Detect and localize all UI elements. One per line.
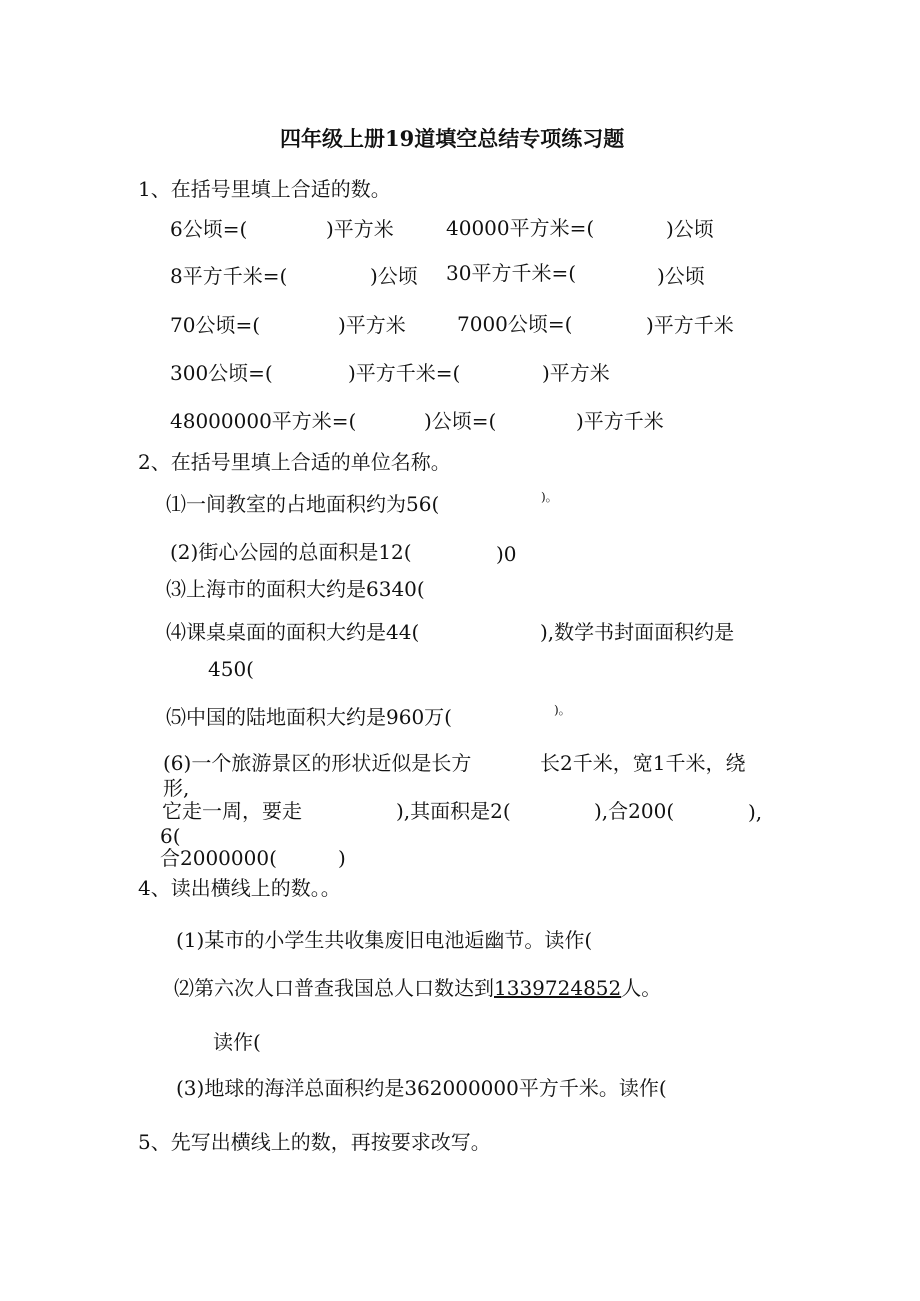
q1-r1a: 6公顷=( [170,217,248,241]
q2-item6-g: ), [748,800,763,824]
q2-item3: ⑶上海市的面积大约是6340( [166,577,425,601]
q1-r4b: )平方千米=( [348,361,461,385]
q2-item4-c: 450( [208,657,254,681]
q2-heading: 2、在括号里填上合适的单位名称。 [138,450,451,474]
q1-r2a: 8平方千米=( [170,264,288,288]
q5-heading: 5、先写出横线上的数，再按要求改写。 [138,1130,491,1154]
q2-item2-end: )0 [496,542,517,566]
q4-item1: (1)某市的小学生共收集废旧电池逅幽节。读作( [176,928,593,952]
q4-item3: (3)地球的海洋总面积约是362000000平方千米。读作( [176,1076,667,1100]
q1-r1c: 40000平方米=( [446,216,595,240]
q4-item2 [174,976,661,1000]
q2-item5: ⑸中国的陆地面积大约是960万( [166,705,452,729]
q1-r2b: )公顷 [370,264,418,288]
q1-r2c: 30平方千米=( [446,261,577,285]
q2-item2: (2)街心公园的总面积是12( [170,540,412,564]
q1-r2d: )公顷 [657,264,705,288]
q2-item6-e: ),其面积是2( [396,799,511,823]
q1-heading: 1、在括号里填上合适的数。 [138,177,391,201]
q2-item4-b: ),数学书封面面积约是 [540,620,735,644]
q1-r3b: )平方米 [338,313,406,337]
q1-r1d: )公顷 [666,217,714,241]
q2-item6-b: 长2千米，宽1千米，绕 [540,751,746,775]
q1-r4a: 300公顷=( [170,361,273,385]
q2-item4: ⑷课桌桌面的面积大约是44( [166,620,420,644]
q4-item2-read: 读作( [213,1030,261,1054]
q1-r1b: )平方米 [326,217,394,241]
q1-r4c: )平方米 [542,361,610,385]
q2-item6-i: 合2000000( [160,846,277,870]
q1-r5a: 48000000平方米=( [170,409,357,433]
q4-item2-suffix: 人。 [621,976,662,1000]
q1-r3a: 70公顷=( [170,313,261,337]
q1-r5b: )公顷=( [424,409,497,433]
q2-item1-end: )。 [541,490,558,504]
q2-item5-end: )。 [554,703,571,717]
q1-r3c: 7000公顷=( [457,312,573,336]
q4-item2-text: ⑵第六次人口普查我国总人口数达到 [174,976,494,1000]
q2-item6-c: 形, [163,776,190,800]
q2-item6-d: 它走一周，要走 [162,799,302,823]
q2-item6-a: (6)一个旅游景区的形状近似是长方 [163,751,472,775]
page-title: 四年级上册19道填空总结专项练习题 [280,126,625,151]
q1-r5c: )平方千米 [576,409,664,433]
q2-item1: ⑴一间教室的占地面积约为56( [166,492,440,516]
q4-item2-number: 1339724852 [494,976,622,1000]
q2-item6-f: ),合200( [594,799,675,823]
q4-heading: 4、读出横线上的数。。 [138,876,341,900]
q2-item6-j: ) [338,846,346,870]
q1-r3d: )平方千米 [646,313,734,337]
q2-item6-h: 6( [160,824,181,848]
